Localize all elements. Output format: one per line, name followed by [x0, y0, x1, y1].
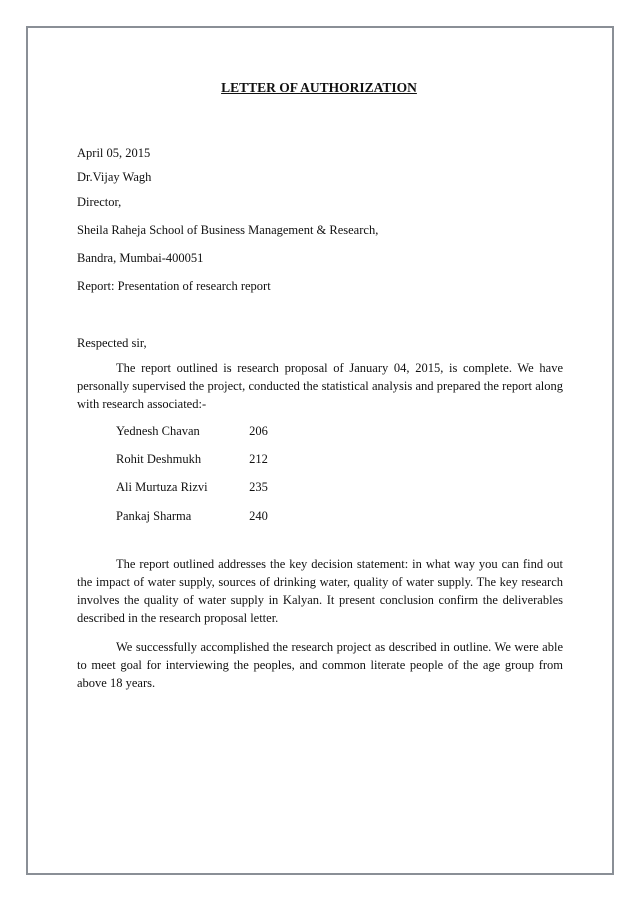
associate-id: 212 [249, 452, 268, 466]
recipient-name: Dr.Vijay Wagh [77, 170, 152, 184]
associate-name: Rohit Deshmukh [116, 452, 202, 466]
associate-name: Yednesh Chavan [116, 424, 200, 438]
institution-name: Sheila Raheja School of Business Management & Research, [77, 223, 379, 237]
associate-row [116, 509, 268, 524]
associate-row [116, 424, 268, 439]
salutation: Respected sir, [77, 336, 147, 350]
institution-address: Bandra, Mumbai-400051 [77, 251, 204, 265]
associate-id: 240 [249, 509, 268, 523]
associate-row [116, 480, 268, 495]
associate-name: Ali Murtuza Rizvi [116, 480, 208, 494]
associate-id: 235 [249, 480, 268, 494]
paragraph-conclusion: We successfully accomplished the research project as described in outline. We were able to meet goal for interviewing the peoples, and common literate people of the age group from above 18 years. [77, 640, 563, 690]
letter-date: April 05, 2015 [77, 146, 151, 160]
letter-subject: Report: Presentation of research report [77, 279, 271, 293]
associate-row [116, 452, 268, 467]
letter-title: LETTER OF AUTHORIZATION [221, 80, 417, 95]
paragraph-findings: The report outlined addresses the key decision statement: in what way you can find out the impact of water supply, sources of drinking water, quality of water supply. The key research involves the quality of water supply in Kalyan. It present conclusion confirm the deliverables described in the research proposal letter. [77, 557, 563, 625]
paragraph-intro: The report outlined is research proposal of January 04, 2015, is complete. We have personally supervised the project, conducted the statistical analysis and prepared the report along with research associated:- [77, 361, 563, 411]
associate-name: Pankaj Sharma [116, 509, 192, 523]
recipient-title: Director, [77, 195, 122, 209]
associate-id: 206 [249, 424, 268, 438]
